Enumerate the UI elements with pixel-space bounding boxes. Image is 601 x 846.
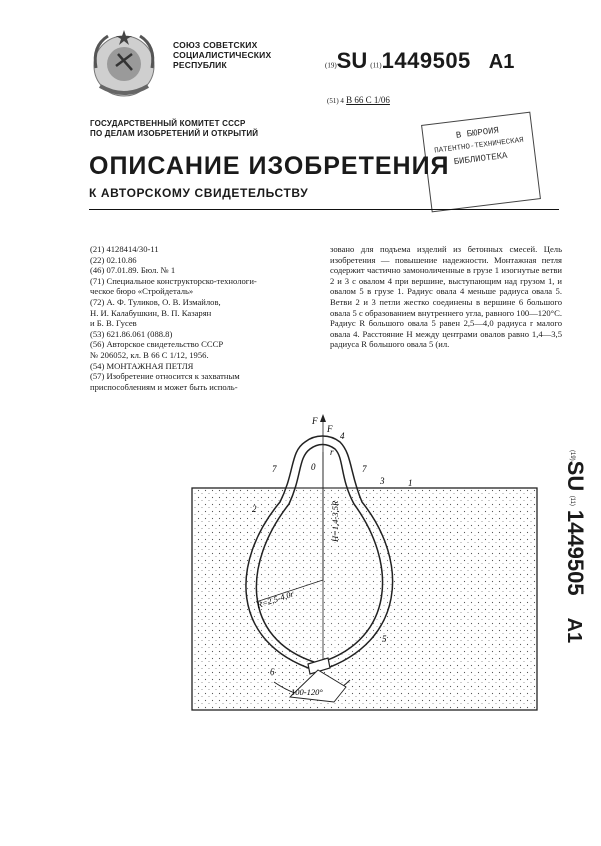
- bibliographic-data: [90, 244, 315, 392]
- ipc-classification: [327, 95, 390, 105]
- patent-number: 1449505: [563, 509, 588, 596]
- abstract-text: зовано для подъема изделий из бетонных смесей. Цель изобретения — повышение надежности. Монтажная петля содержит частично замоноличенные в грузе 1 изогнутые ветви 2 и 3 с овалом 4 при вершине, выступающим над грузом 1, и овалом 5 в грузе 1. Радиус овала 4 меньше радиуса овала 5. Ветви 2 и 3 петли жестко соединены в вершине 6 большого овала 5 с образованием внутреннего угла, равного 100—120°С. Радиус R большого овала 5 равен 2,5—4,0 радиуса r малого овала 4. Расстояние H между центрами овалов равно 1,4—3,5 радиуса R большого овала 5 (ил.: [330, 244, 562, 350]
- stamp-line: ПАТЕНТНО-ТЕХНИЧЕСКАЯ: [433, 136, 525, 156]
- force-arrow-head: [320, 414, 326, 422]
- label-2: 2: [252, 504, 257, 514]
- label-force: F: [312, 416, 318, 426]
- biblio-line: (54) МОНТАЖНАЯ ПЕТЛЯ: [90, 360, 194, 371]
- biblio-line: (21) 4128414/30-11: [90, 244, 159, 254]
- stamp-line: БИБЛИОТЕКА: [453, 150, 509, 168]
- patent-number: 1449505: [381, 48, 471, 73]
- biblio-line: (22) 02.10.86: [90, 254, 137, 265]
- label-6: 6: [270, 667, 275, 677]
- loop-outer: [246, 436, 393, 670]
- biblio-line: (71) Специальное конструкторско-технологи-: [90, 275, 257, 286]
- ussr-emblem: [86, 26, 162, 102]
- biblio-line: (72) А. Ф. Туликов, О. В. Измайлов,: [90, 296, 221, 307]
- lifting-loop-drawing: [190, 412, 540, 712]
- document-subtitle: К АВТОРСКОМУ СВИДЕТЕЛЬСТВУ: [89, 186, 309, 200]
- label-r: r: [330, 447, 334, 457]
- document-title: ОПИСАНИЕ ИЗОБРЕТЕНИЯ: [89, 152, 450, 180]
- angle-label: 100-120°: [291, 687, 323, 697]
- biblio-line: (46) 07.01.89. Бюл. № 1: [90, 265, 176, 276]
- committee-line: ПО ДЕЛАМ ИЗОБРЕТЕНИЙ И ОТКРЫТИЙ: [90, 128, 259, 138]
- stamp-line: В БЮРОИЯ: [455, 125, 500, 141]
- biblio-line: (53) 621.86.061 (088.8): [90, 328, 173, 339]
- biblio-line: № 206052, кл. В 66 С 1/12, 1956.: [90, 349, 209, 360]
- biblio-line: и Б. В. Гусев: [90, 318, 137, 329]
- inid-code-11: (11): [569, 495, 576, 506]
- biblio-line: Н. И. Калабушкин, В. П. Казарян: [90, 307, 212, 318]
- biblio-line: приспособлениям и может быть исполь-: [90, 381, 238, 392]
- dim-r-label: R=2,5-4,0r: [255, 588, 296, 610]
- label-0: 0: [311, 462, 316, 472]
- kind-code: А1: [563, 617, 585, 644]
- biblio-line: ческое бюро «Стройдеталь»: [90, 286, 194, 297]
- dim-h-label: H=1,4-3,5R: [330, 500, 340, 542]
- committee-name: [90, 119, 258, 138]
- biblio-line: (57) Изобретение относится к захватным: [90, 371, 240, 382]
- label-5: 5: [382, 634, 387, 644]
- org-line: РЕСПУБЛИК: [173, 60, 227, 70]
- inid-code-19: (19): [325, 61, 337, 70]
- label-1: 1: [408, 478, 413, 488]
- biblio-line: (56) Авторское свидетельство СССР: [90, 339, 224, 350]
- label-7-left: 7: [272, 464, 277, 474]
- label-4: 4: [340, 431, 345, 441]
- organization-name: [173, 40, 271, 70]
- publication-number: [325, 48, 514, 74]
- country-code: SU: [336, 48, 368, 73]
- ipc-code: В 66 С 1/06: [346, 95, 390, 105]
- side-publication-number: [558, 450, 601, 710]
- label-3: 3: [380, 476, 385, 486]
- inid-code-19: (19): [569, 450, 576, 461]
- org-line: СОЮЗ СОВЕТСКИХ: [173, 40, 258, 50]
- inid-code-51: (51) 4: [327, 97, 344, 105]
- inid-code-11: (11): [370, 61, 382, 70]
- label-force-2: F: [327, 424, 333, 434]
- org-line: СОЦИАЛИСТИЧЕСКИХ: [173, 50, 272, 60]
- committee-line: ГОСУДАРСТВЕННЫЙ КОМИТЕТ СССР: [90, 119, 246, 128]
- country-code: SU: [563, 460, 588, 492]
- kind-code: А1: [488, 51, 515, 73]
- label-7-right: 7: [362, 464, 367, 474]
- header-divider: [89, 209, 559, 210]
